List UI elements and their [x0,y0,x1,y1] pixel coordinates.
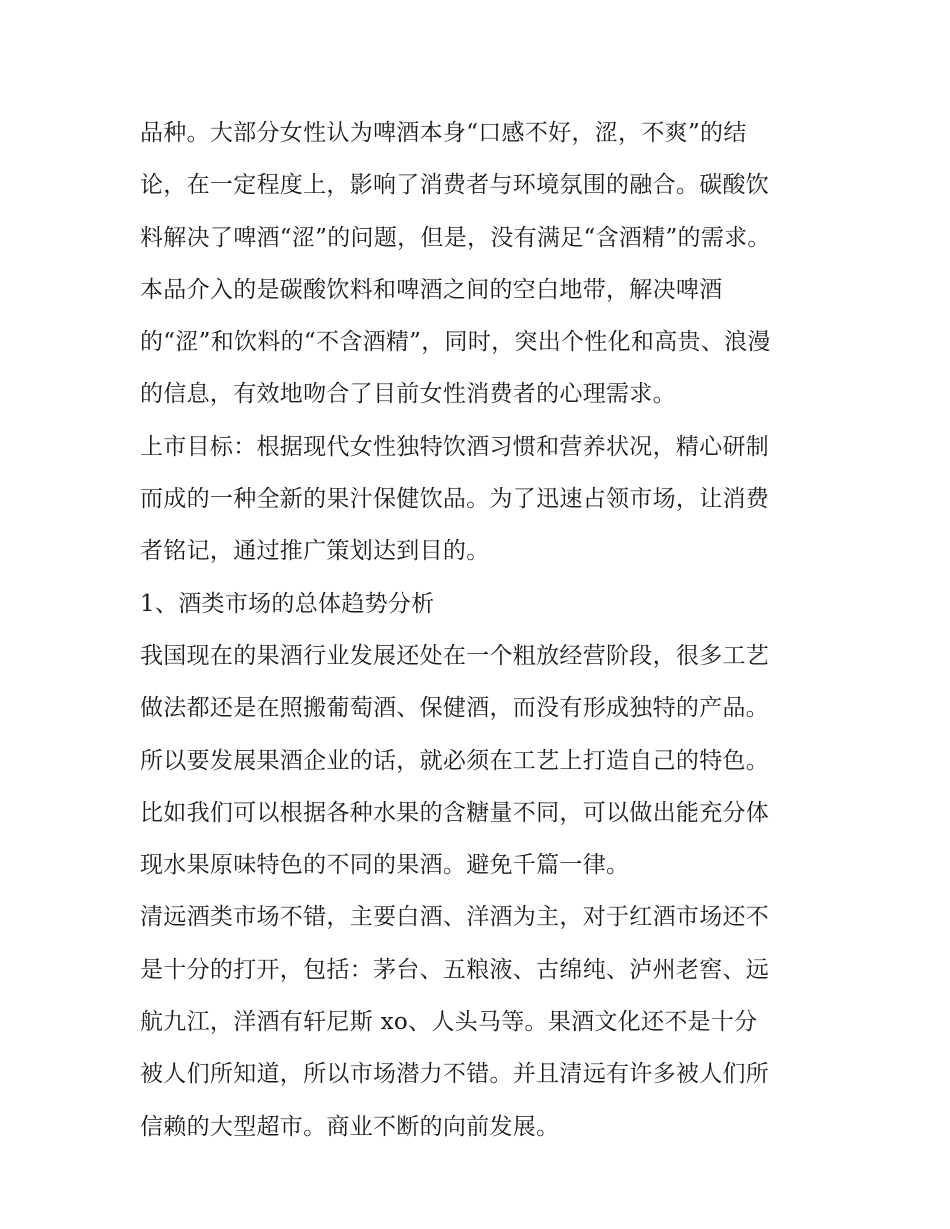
text-line-16: 清远酒类市场不错，主要白酒、洋酒为主，对于红酒市场还不 [140,904,770,931]
text-line-7: 上市目标：根据现代女性独特饮酒习惯和营养状况，精心研制 [140,433,770,460]
text-line-9: 者铭记，通过推广策划达到目的。 [140,538,490,565]
text-line-1: 品种。大部分女性认为啤酒本身“口感不好，涩，不爽”的结 [140,120,747,146]
text-line-11: 我国现在的果酒行业发展还处在一个粗放经营阶段，很多工艺 [140,642,770,669]
text-line-18: 航九江，洋酒有轩尼斯 xo、人头马等。果酒文化还不是十分 [140,1009,758,1036]
text-line-12: 做法都还是在照搬葡萄酒、保健酒，而没有形成独特的产品。 [140,695,770,722]
text-line-3: 料解决了啤酒“涩”的问题，但是，没有满足“含酒精”的需求。 [140,224,771,251]
text-line-2: 论，在一定程度上，影响了消费者与环境氛围的融合。碳酸饮 [140,172,770,199]
text-line-4: 本品介入的是碳酸饮料和啤酒之间的空白地带，解决啤酒 [140,276,723,303]
body-text [140,107,820,1153]
text-line-8: 而成的一种全新的果汁保健饮品。为了迅速占领市场，让消费 [140,486,770,513]
text-line-15: 现水果原味特色的不同的果酒。避免千篇一律。 [140,852,630,879]
section-heading: 1、酒类市场的总体趋势分析 [140,590,435,617]
text-line-20: 信赖的大型超市。商业不断的向前发展。 [140,1113,560,1140]
text-line-14: 比如我们可以根据各种水果的含糖量不同，可以做出能充分体 [140,799,770,826]
text-line-5: 的“涩”和饮料的“不含酒精”，同时，突出个性化和高贵、浪漫 [140,329,771,356]
text-line-6: 的信息，有效地吻合了目前女性消费者的心理需求。 [140,381,676,408]
text-line-17: 是十分的打开，包括：茅台、五粮液、古绵纯、泸州老窖、远 [140,956,770,983]
text-line-13: 所以要发展果酒企业的话，就必须在工艺上打造自己的特色。 [140,747,770,774]
text-line-19: 被人们所知道，所以市场潜力不错。并且清远有许多被人们所 [140,1061,770,1088]
